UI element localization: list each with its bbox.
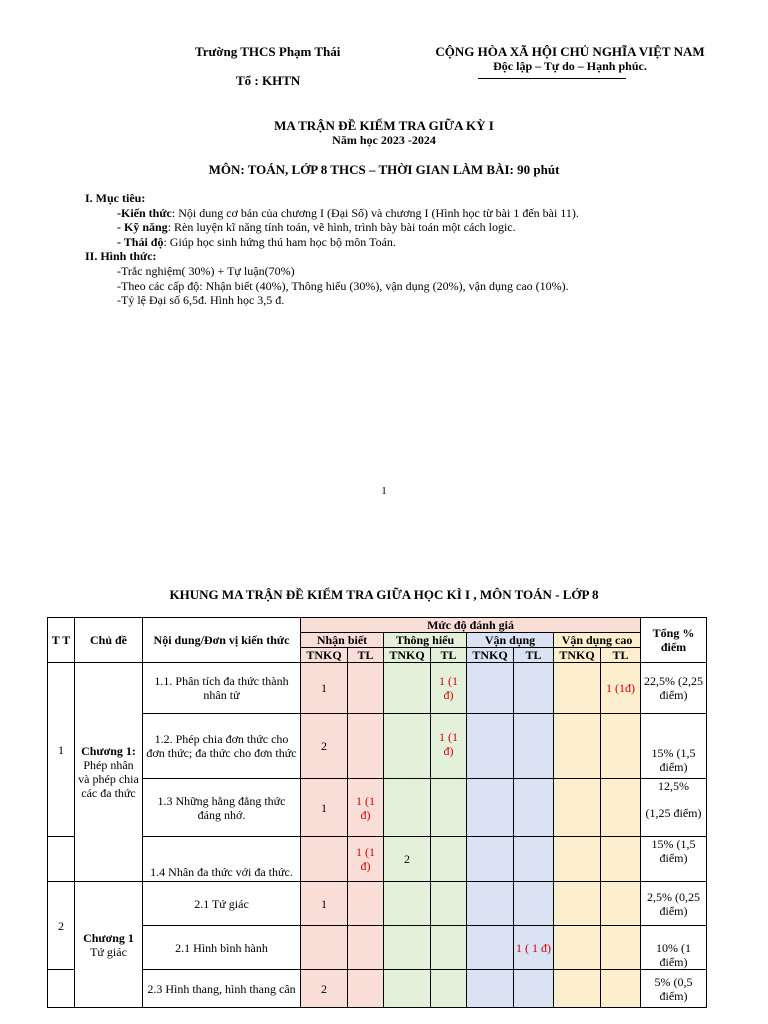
vdc-tnkq — [554, 926, 601, 970]
format-line: -Trắc nghiệm( 30%) + Tự luận(70%) — [117, 264, 295, 278]
nb-tl — [348, 926, 384, 970]
vd-tl — [514, 663, 554, 714]
nb-tl — [348, 882, 384, 926]
nb-tl: 1 (1 đ) — [348, 837, 384, 882]
vd-tl — [514, 970, 554, 1008]
vdc-tl — [601, 926, 641, 970]
skill-text: : Rèn luyện kĩ năng tính toán, vẽ hình, trình bày bài toán một cách logic. — [167, 220, 516, 234]
vdc-tl — [601, 779, 641, 837]
nb-tl — [348, 663, 384, 714]
doc-title: MA TRẬN ĐỀ KIỂM TRA GIỮA KỲ I — [274, 118, 494, 133]
format-line: -Tỷ lệ Đại số 6,5đ. Hình học 3,5 đ. — [117, 293, 285, 307]
objective-knowledge — [117, 206, 579, 221]
content-cell: 1.1. Phân tích đa thức thành nhân tử — [143, 663, 301, 714]
th-tnkq — [384, 926, 431, 970]
header-tnkq: TNKQ — [384, 648, 431, 663]
header-topic: Chủ đề — [75, 618, 143, 663]
header-tnkq: TNKQ — [301, 648, 348, 663]
vd-tnkq — [467, 882, 514, 926]
format-heading: II. Hình thức: — [85, 249, 157, 263]
vdc-tl — [601, 882, 641, 926]
motto-underline — [478, 78, 626, 79]
school-name: Trường THCS Phạm Thái — [195, 44, 341, 59]
chapter-number-empty — [48, 837, 75, 882]
motto: Độc lập – Tự do – Hạnh phúc. — [493, 59, 647, 73]
header-tl: TL — [431, 648, 467, 663]
table-row — [48, 882, 707, 926]
vdc-tl — [601, 837, 641, 882]
vdc-tl: 1 (1đ) — [601, 663, 641, 714]
nb-tl — [348, 970, 384, 1008]
total-cell: 22,5% (2,25 điểm) — [641, 663, 707, 714]
th-tl — [431, 926, 467, 970]
header-tnkq: TNKQ — [554, 648, 601, 663]
header-van-dung-cao: Vận dụng cao — [554, 633, 641, 648]
content-cell: 2.3 Hình thang, hình thang cân — [143, 970, 301, 1008]
attitude-text: : Giúp học sinh hứng thú ham học bộ môn Toán. — [163, 235, 396, 249]
header-thong-hieu: Thông hiểu — [384, 633, 467, 648]
nb-tnkq: 1 — [301, 882, 348, 926]
th-tl: 1 (1 đ) — [431, 714, 467, 779]
table-row — [48, 663, 707, 714]
chapter-number: 1 — [48, 663, 75, 837]
content-cell: 1.4 Nhân đa thức với đa thức. — [143, 837, 301, 882]
vd-tl — [514, 714, 554, 779]
vd-tnkq — [467, 714, 514, 779]
table-title: KHUNG MA TRẬN ĐỀ KIỂM TRA GIỮA HỌC KÌ I , MÔN TOÁN - LỚP 8 — [169, 587, 599, 602]
nb-tnkq: 1 — [301, 663, 348, 714]
th-tnkq — [384, 882, 431, 926]
th-tnkq — [384, 714, 431, 779]
nb-tnkq — [301, 837, 348, 882]
nb-tl — [348, 714, 384, 779]
vd-tnkq — [467, 663, 514, 714]
nb-tl: 1 (1 đ) — [348, 779, 384, 837]
objective-attitude — [117, 235, 396, 250]
vd-tl — [514, 882, 554, 926]
th-tnkq — [384, 663, 431, 714]
table-row — [48, 970, 707, 1008]
chapter-title-bold: Chương 1 — [83, 930, 134, 945]
content-cell: 2.1 Tứ giác — [143, 882, 301, 926]
knowledge-text: : Nội dung cơ bản của chương I (Đại Số) và chương I (Hình học từ bài 1 đến bài 11). — [171, 206, 579, 220]
nation-title: CỘNG HÒA XÃ HỘI CHỦ NGHĨA VIỆT NAM — [435, 44, 705, 59]
total-cell: 5% (0,5 điểm) — [641, 970, 707, 1008]
nb-tnkq: 1 — [301, 779, 348, 837]
nb-tnkq: 2 — [301, 714, 348, 779]
vdc-tnkq — [554, 714, 601, 779]
chapter-title — [75, 663, 143, 882]
header-tl: TL — [514, 648, 554, 663]
table-row — [48, 926, 707, 970]
school-year: Năm học 2023 -2024 — [332, 133, 436, 147]
total-cell — [641, 779, 707, 837]
vdc-tnkq — [554, 837, 601, 882]
th-tl — [431, 779, 467, 837]
vdc-tnkq — [554, 663, 601, 714]
content-cell: 1.2. Phép chia đơn thức cho đơn thức; đa thức cho đơn thức — [143, 714, 301, 779]
header-tl: TL — [601, 648, 641, 663]
table-row — [48, 779, 707, 837]
th-tl — [431, 970, 467, 1008]
format-line: -Theo các cấp độ: Nhận biết (40%), Thông hiểu (30%), vận dụng (20%), vận dụng cao (10%). — [117, 279, 569, 293]
total-points: (1,25 điểm) — [645, 806, 702, 820]
vd-tl: 1 ( 1 đ) — [514, 926, 554, 970]
matrix-table — [47, 617, 707, 1008]
group-name: Tổ : KHTN — [236, 73, 301, 88]
vdc-tnkq — [554, 970, 601, 1008]
th-tl — [431, 837, 467, 882]
th-tnkq — [384, 970, 431, 1008]
nb-tnkq — [301, 926, 348, 970]
header-tt: T T — [48, 618, 75, 663]
vdc-tnkq — [554, 882, 601, 926]
content-cell: 2.1 Hình bình hành — [143, 926, 301, 970]
total-cell: 15% (1,5 điểm) — [641, 837, 707, 882]
nb-tnkq: 2 — [301, 970, 348, 1008]
objectives-heading: I. Mục tiêu: — [85, 191, 146, 205]
header-content: Nội dung/Đơn vị kiến thức — [143, 618, 301, 663]
chapter-number: 2 — [48, 882, 75, 970]
vd-tl — [514, 837, 554, 882]
vdc-tl — [601, 714, 641, 779]
header-level: Mức độ đánh giá — [301, 618, 641, 633]
chapter-title-rest: Phép nhân và phép chia các đa thức — [78, 758, 139, 800]
vd-tnkq — [467, 970, 514, 1008]
th-tl — [431, 882, 467, 926]
header-total: Tổng % điểm — [641, 618, 707, 663]
chapter-number-empty — [48, 970, 75, 1008]
th-tnkq: 2 — [384, 837, 431, 882]
knowledge-label: -Kiến thức — [117, 206, 172, 220]
vdc-tnkq — [554, 779, 601, 837]
header-nhan-biet: Nhận biết — [301, 633, 384, 648]
chapter-title — [75, 882, 143, 1008]
chapter-title-rest: Tứ giác — [90, 944, 127, 959]
vd-tl — [514, 779, 554, 837]
objective-skill — [117, 220, 516, 235]
chapter-title-bold: Chương 1: — [81, 744, 136, 758]
header-van-dung: Vận dụng — [467, 633, 554, 648]
vd-tnkq — [467, 926, 514, 970]
header-tnkq: TNKQ — [467, 648, 514, 663]
table-row — [48, 714, 707, 779]
th-tl: 1 (1 đ) — [431, 663, 467, 714]
skill-label: - Kỹ năng — [117, 220, 168, 234]
total-percent: 12,5% — [658, 779, 690, 793]
vdc-tl — [601, 970, 641, 1008]
content-cell: 1.3 Những hằng đẳng thức đáng nhớ. — [143, 779, 301, 837]
page-number: 1 — [381, 485, 387, 497]
total-cell: 10% (1 điểm) — [641, 926, 707, 970]
th-tnkq — [384, 779, 431, 837]
vd-tnkq — [467, 837, 514, 882]
total-cell: 2,5% (0,25 điểm) — [641, 882, 707, 926]
attitude-label: - Thái độ — [117, 235, 164, 249]
header-tl: TL — [348, 648, 384, 663]
table-row — [48, 837, 707, 882]
total-cell: 15% (1,5 điểm) — [641, 714, 707, 779]
vd-tnkq — [467, 779, 514, 837]
subject-line: MÔN: TOÁN, LỚP 8 THCS – THỜI GIAN LÀM BÀI: 90 phút — [208, 162, 560, 177]
